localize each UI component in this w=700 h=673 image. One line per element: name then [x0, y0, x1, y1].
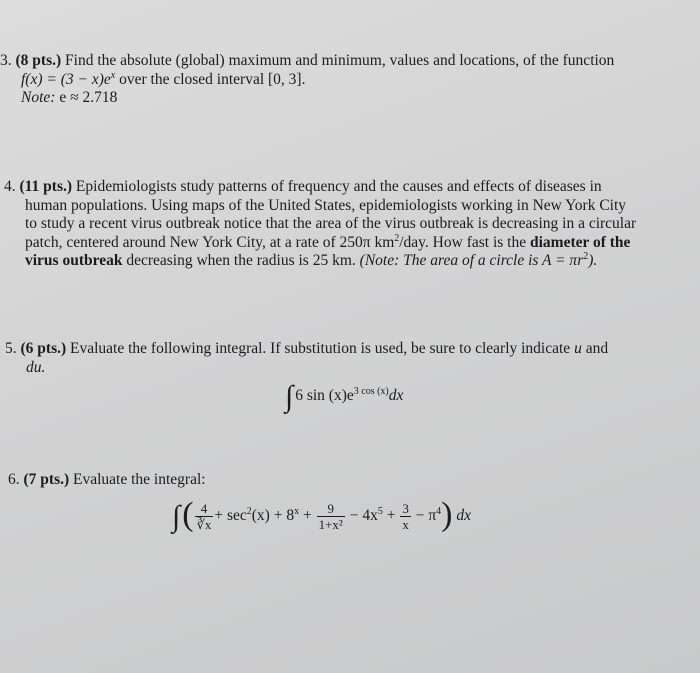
- problem-3: [0, 52, 700, 108]
- problem-3-note-text: e ≈ 2.718: [55, 89, 118, 106]
- left-paren: (: [182, 496, 194, 533]
- problem-5-prompt: Evaluate the following integral. If substitution is used, be sure to clearly indicate: [70, 340, 575, 357]
- problem-3-function: f(x) = (3 − x)e: [21, 70, 111, 88]
- problem-5-number: 5.: [5, 340, 17, 357]
- problem-4-number: 4.: [4, 178, 16, 195]
- problem-5-line-1: [5, 340, 700, 359]
- problem-3-number: 3.: [0, 52, 12, 69]
- fraction-9-over-1-plus-x2: $\frac{9}{\text{1+x²}}$: [318, 500, 343, 532]
- problem-4-line-5: [4, 252, 700, 271]
- problem-4-text-3: to study a recent virus outbreak notice that the area of the virus outbreak is decreasing in a circular: [25, 215, 637, 232]
- problem-5-u: u: [574, 340, 582, 357]
- problem-6-prompt: Evaluate the integral:: [73, 471, 206, 488]
- problem-3-note-label: Note:: [21, 89, 56, 106]
- fraction-3-over-x: $\frac{3}{x}$: [402, 500, 409, 532]
- problem-3-interval: over the closed interval [0, 3].: [115, 70, 306, 88]
- problem-4-line-4: [4, 234, 700, 253]
- term-8-exponent: x: [294, 506, 300, 517]
- problem-4-text-5a: decreasing when the radius is 25 km.: [122, 252, 360, 269]
- problem-5-integrand: 6 sin (x)e: [295, 387, 354, 404]
- problem-3-line-3: [0, 89, 700, 108]
- problem-4-text-5-bold: virus outbreak: [25, 252, 123, 269]
- problem-4-text-1: Epidemiologists study patterns of frequency and the causes and effects of diseases in: [75, 178, 602, 195]
- problem-3-points: (8 pts.): [15, 52, 62, 69]
- problem-4-line-3: [4, 215, 700, 234]
- problem-4-note: (Note: The area of a circle is A = πr: [359, 252, 584, 269]
- problem-5-and: and: [581, 340, 609, 357]
- term-sec: + sec: [214, 507, 247, 524]
- problem-6-number: 6.: [8, 471, 20, 488]
- problem-4: [4, 178, 700, 271]
- term-sec-arg: (x) + 8: [251, 507, 295, 524]
- fraction-4-over-cbrt-x: $\frac{4}{∛x}$: [196, 500, 212, 532]
- problem-5-line-2: [5, 359, 700, 378]
- problem-4-text-4-bold: diameter of the: [529, 233, 631, 251]
- integral-sign: ∫: [285, 380, 294, 413]
- problem-6: [8, 471, 700, 490]
- problem-5-integral: [285, 380, 403, 414]
- problem-6-line-1: [8, 471, 700, 490]
- problem-6-points: (7 pts.): [23, 471, 70, 488]
- problem-4-text-2: human populations. Using maps of the United States, epidemiologists working in New York City: [25, 196, 627, 214]
- problem-4-text-4-exponent: 2: [394, 232, 400, 244]
- problem-5-points: (6 pts.): [20, 340, 67, 357]
- problem-5-dx: dx: [388, 387, 404, 404]
- right-paren: ): [441, 496, 453, 533]
- problem-3-prompt: Find the absolute (global) maximum and minimum, values and locations, of the function: [65, 52, 615, 69]
- term-pi4: − π: [415, 507, 437, 524]
- problem-5-du: du.: [26, 358, 46, 376]
- problem-3-line-2: [0, 71, 700, 90]
- problem-6-dx: dx: [456, 507, 471, 524]
- problem-4-text-4a: patch, centered around New York City, at a rate of 250π km: [25, 233, 395, 251]
- problem-5: [5, 340, 700, 377]
- problem-4-points: (11 pts.): [19, 178, 73, 195]
- problem-4-note-end: ).: [588, 252, 598, 269]
- problem-4-line-1: [4, 178, 700, 197]
- integral-sign-2: ∫: [172, 500, 181, 533]
- problem-4-note-exponent: 2: [583, 251, 589, 262]
- term-4x5: − 4x: [349, 507, 378, 524]
- problem-6-integral: ∫( $\frac{4}{∛x}$ + $\sec^2(x) + 8^x$ + $\frac{9}{\text{1+x²}}$ − $4x^5$ + $\frac{3}{x}$ − $\pi^4$) dx: [172, 496, 471, 533]
- problem-4-line-2: [4, 197, 700, 216]
- problem-4-text-4b: /day. How fast is the: [399, 233, 530, 251]
- problem-3-function-exponent: x: [110, 69, 116, 81]
- problem-3-line-1: [0, 52, 700, 71]
- problem-5-integrand-exponent: 3 cos (x): [353, 386, 389, 397]
